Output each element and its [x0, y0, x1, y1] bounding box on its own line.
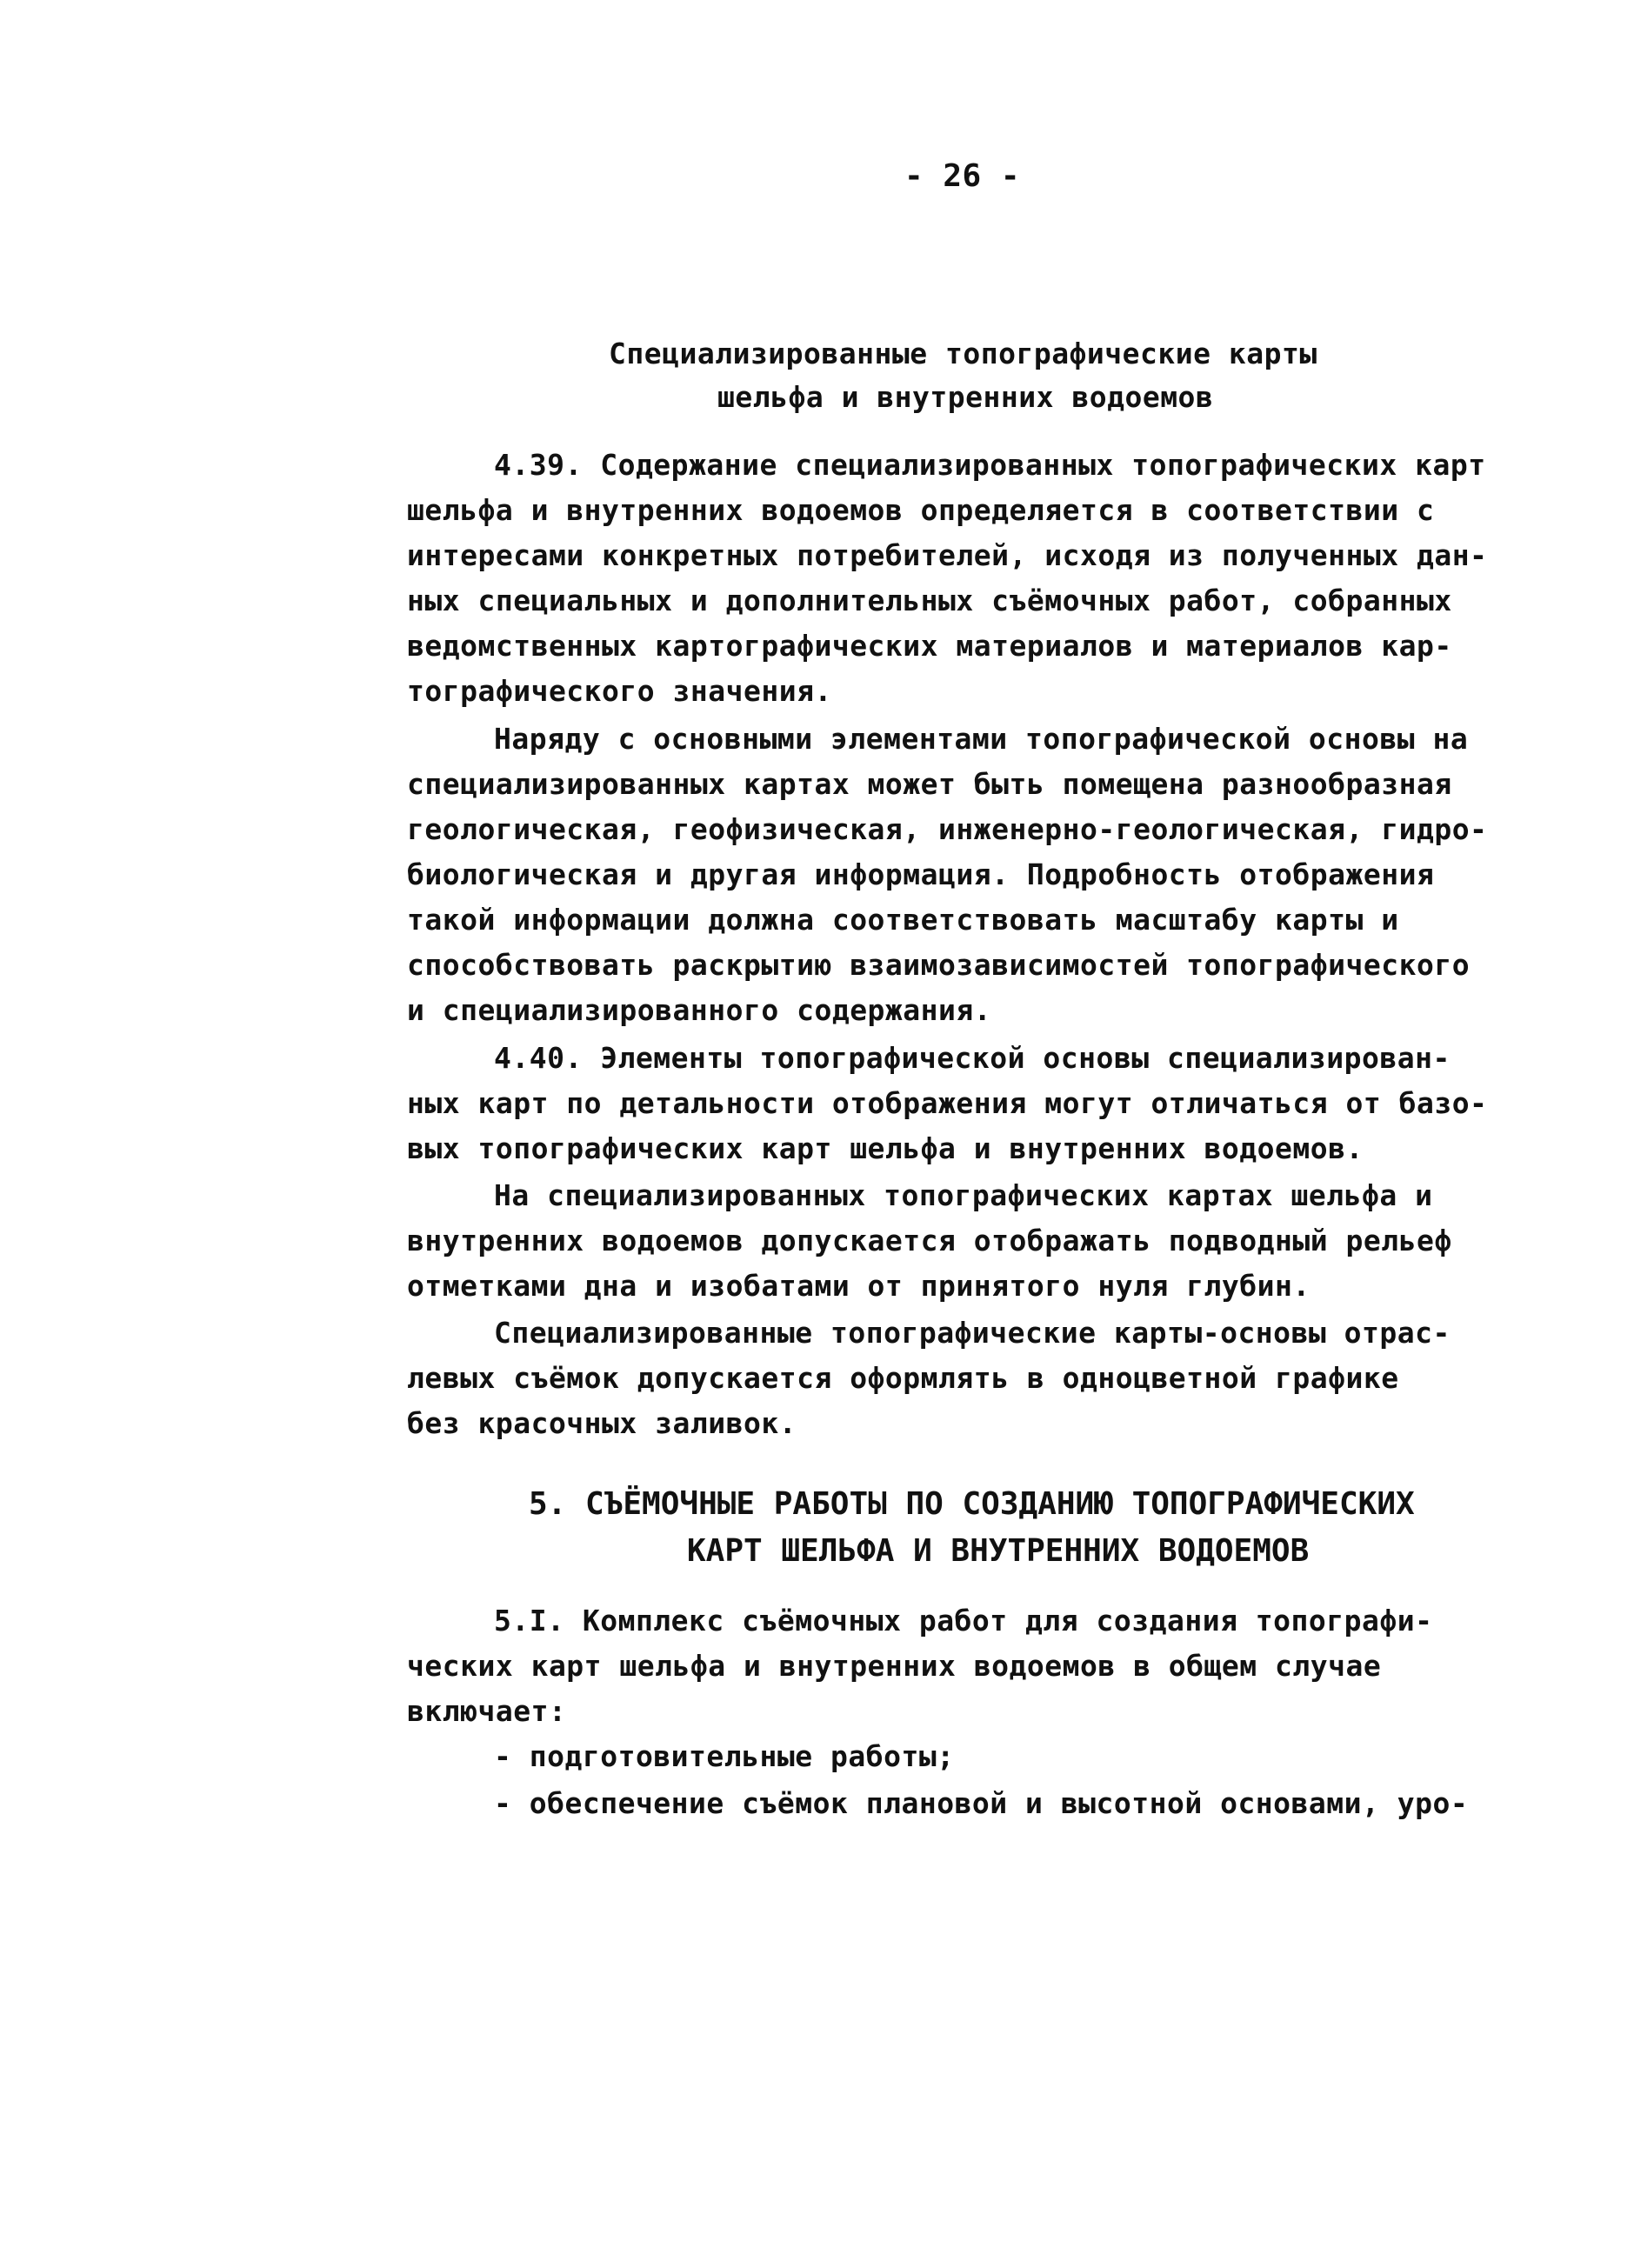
section-heading-line-1: Специализированные топографические карты: [609, 337, 1317, 370]
paragraph-naryadu-line-6: способствовать раскрытию взаимозависимостей топографического: [407, 948, 1471, 982]
paragraph-4-40-line-2: ных карт по детальности отображения могут отличаться от базо-: [407, 1086, 1488, 1120]
paragraph-4-39-line-1: 4.39. Содержание специализированных топографических карт: [494, 448, 1486, 482]
paragraph-4-39-line-5: ведомственных картографических материалов и материалов кар-: [407, 629, 1452, 663]
paragraph-spec-osnovy-line-3: без красочных заливок.: [407, 1406, 797, 1440]
paragraph-5-1-line-2: ческих карт шельфа и внутренних водоемов в общем случае: [407, 1649, 1382, 1683]
section-heading-line-2: шельфа и внутренних водоемов: [717, 380, 1214, 414]
paragraph-naryadu-line-7: и специализированного содержания.: [407, 993, 992, 1027]
paragraph-4-39-line-6: тографического значения.: [407, 674, 832, 708]
page-number: - 26 -: [904, 158, 1021, 194]
list-item: - обеспечение съёмок плановой и высотной основами, уро-: [494, 1786, 1469, 1820]
paragraph-naryadu-line-3: геологическая, геофизическая, инженерно-геологическая, гидро-: [407, 812, 1488, 846]
paragraph-4-39-line-3: интересами конкретных потребителей, исходя из полученных дан-: [407, 538, 1488, 572]
paragraph-4-40-line-3: вых топографических карт шельфа и внутренних водоемов.: [407, 1131, 1364, 1165]
paragraph-5-1-line-1: 5.I. Комплекс съёмочных работ для создания топографи-: [494, 1604, 1433, 1638]
paragraph-naryadu-line-5: такой информации должна соответствовать масштабу карты и: [407, 903, 1399, 937]
list-item: - подготовительные работы;: [494, 1739, 955, 1773]
paragraph-spec-osnovy-line-1: Специализированные топографические карты-основы отрас-: [494, 1316, 1451, 1350]
paragraph-4-40-line-1: 4.40. Элементы топографической основы специализирован-: [494, 1041, 1451, 1075]
chapter-heading-line-2: КАРТ ШЕЛЬФА И ВНУТРЕННИХ ВОДОЕМОВ: [687, 1533, 1310, 1569]
paragraph-naryadu-line-4: биологическая и другая информация. Подробность отображения: [407, 857, 1435, 891]
paragraph-na-spec-line-1: На специализированных топографических картах шельфа и: [494, 1178, 1433, 1212]
paragraph-4-39-line-2: шельфа и внутренних водоемов определяется в соответствии с: [407, 493, 1435, 527]
paragraph-naryadu-line-2: специализированных картах может быть помещена разнообразная: [407, 767, 1452, 801]
paragraph-naryadu-line-1: Наряду с основными элементами топографической основы на: [494, 722, 1469, 756]
paragraph-4-39-line-4: ных специальных и дополнительных съёмочных работ, собранных: [407, 584, 1452, 617]
paragraph-spec-osnovy-line-2: левых съёмок допускается оформлять в одноцветной графике: [407, 1361, 1399, 1395]
paragraph-na-spec-line-2: внутренних водоемов допускается отображать подводный рельеф: [407, 1224, 1452, 1257]
paragraph-5-1-line-3: включает:: [407, 1694, 567, 1728]
chapter-heading-line-1: 5. СЪЁМОЧНЫЕ РАБОТЫ ПО СОЗДАНИЮ ТОПОГРАФИЧЕСКИХ: [529, 1486, 1415, 1522]
paragraph-na-spec-line-3: отметками дна и изобатами от принятого нуля глубин.: [407, 1269, 1311, 1303]
